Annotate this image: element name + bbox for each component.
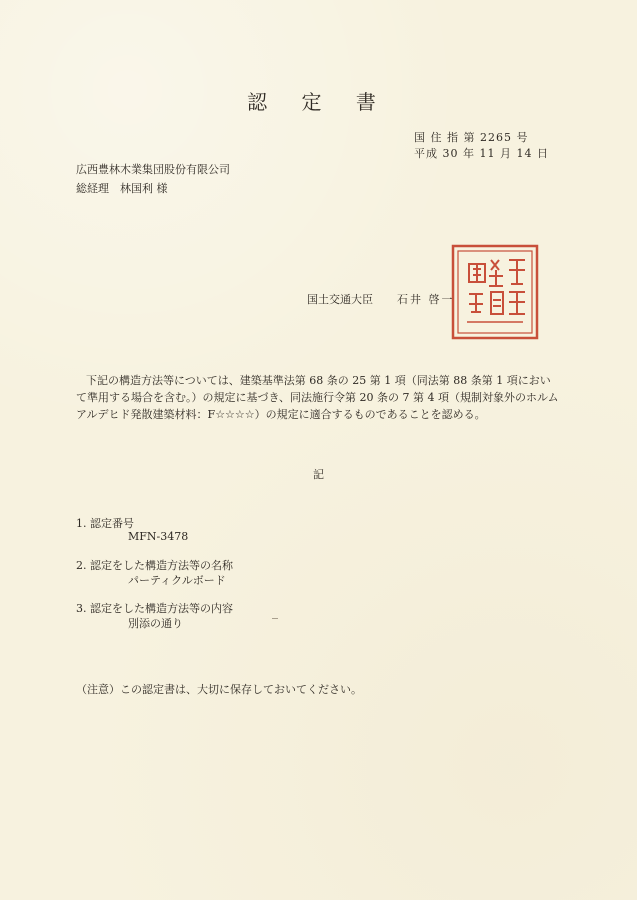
item-2-label: 2. 認定をした構造方法等の名称	[76, 559, 233, 572]
item-3-value: 別添の通り	[128, 617, 183, 630]
item-1-label: 1. 認定番号	[76, 517, 134, 530]
ki-label: 記	[313, 468, 324, 481]
preservation-note: （注意）この認定書は、大切に保存しておいてください。	[76, 683, 362, 696]
document-number: 国 住 指 第 2265 号	[414, 131, 529, 144]
small-pencil-mark	[272, 618, 278, 619]
issue-date: 平成 30 年 11 月 14 日	[414, 147, 549, 160]
issuer-title: 国土交通大臣	[307, 293, 373, 306]
item-3-label: 3. 認定をした構造方法等の内容	[76, 602, 233, 615]
official-seal-icon	[449, 242, 541, 342]
document-title: 認 定 書	[247, 90, 390, 114]
item-2-value: パーティクルボード	[128, 574, 226, 587]
recipient-person: 総経理 林国利 様	[76, 182, 168, 195]
certification-body: 下記の構造方法等については、建築基準法第 68 条の 25 第 1 項（同法第 88 条第 1 項において準用する場合を含む。）の規定に基づき、同法施行令第 20 条の 7 第 4 項（規制対象外のホルムアルデヒド発散建築材料：F☆☆☆☆）の規定に適合するものであることを認める。	[76, 374, 559, 421]
issuer-name: 石井 啓一	[397, 293, 455, 306]
item-1-value: MFN-3478	[128, 530, 189, 543]
recipient-company: 広西豊林木業集団股份有限公司	[76, 163, 230, 176]
